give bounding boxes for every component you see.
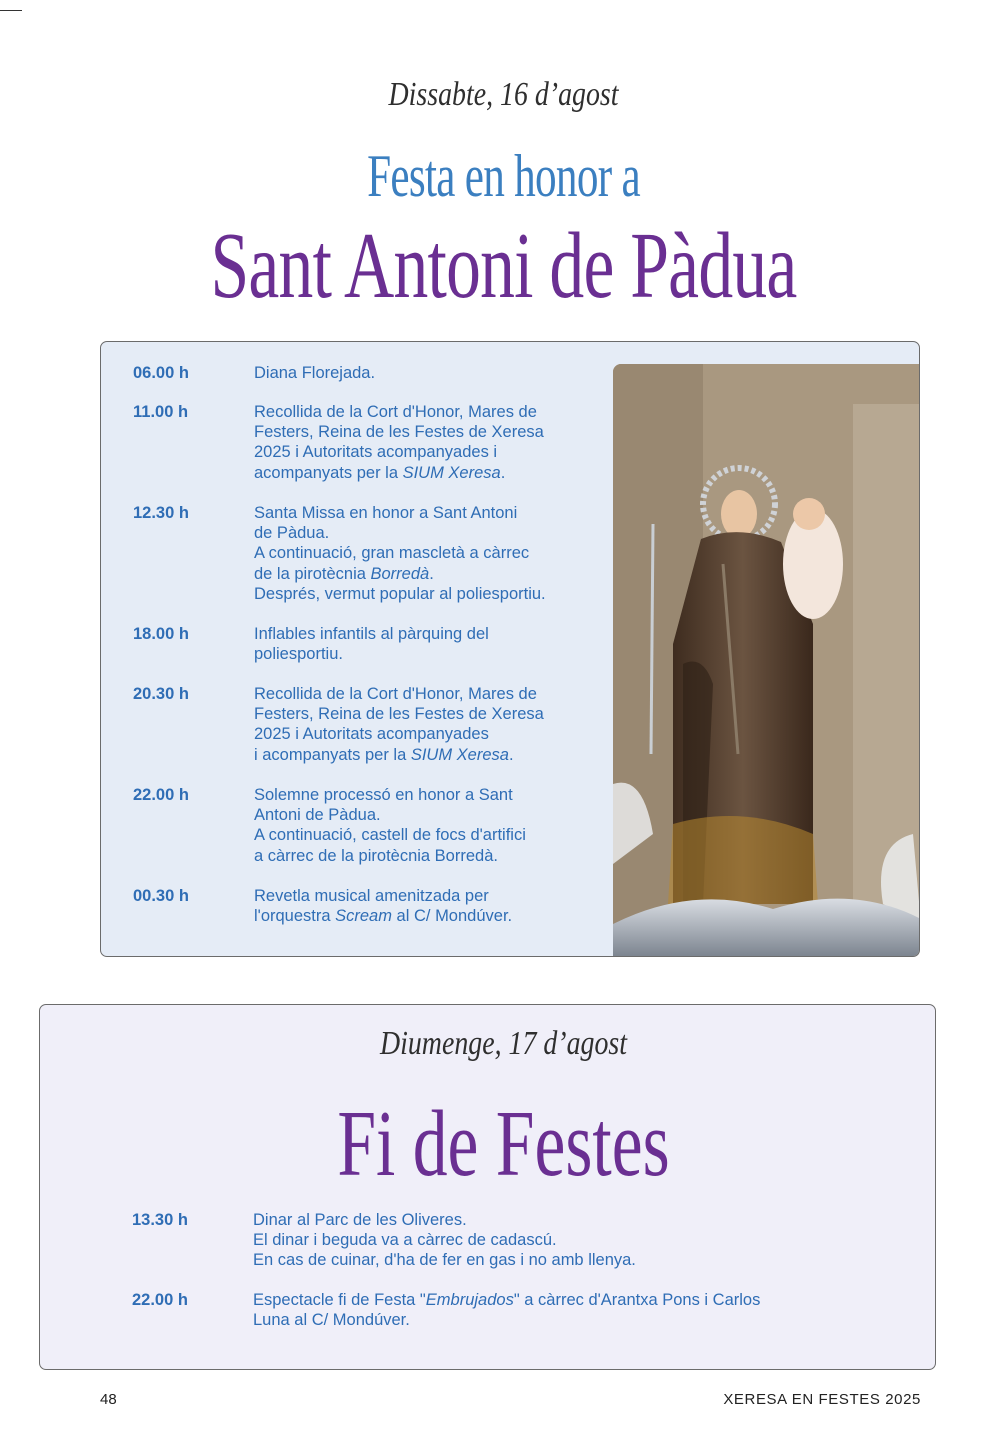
saint-statue-photo — [613, 364, 920, 956]
event-description: Espectacle fi de Festa "Embrujados" a càrrec d'Arantxa Pons i Carlos Luna al C/ Mondúver. — [253, 1291, 761, 1330]
crop-mark — [0, 10, 22, 11]
day1-subtitle: Festa en honor a — [367, 143, 640, 209]
event-time: 12.30 h — [133, 504, 189, 522]
event-description: Santa Missa en honor a Sant Antoni de Pàdua. A continuació, gran mascletà a càrrec de la pirotècnia Borredà. Després, vermut popular al poliesportiu. — [254, 504, 546, 603]
saint-statue-icon — [613, 364, 920, 956]
publication-title: XERESA EN FESTES 2025 — [723, 1391, 921, 1408]
event-description: Revetla musical amenitzada per l'orquestra Scream al C/ Mondúver. — [254, 887, 513, 926]
event-description: Dinar al Parc de les Oliveres. El dinar i beguda va a càrrec de cadascú. En cas de cuinar, d'ha de fer en gas i no amb llenya. — [253, 1211, 636, 1270]
event-time: 11.00 h — [133, 403, 189, 421]
event-time: 13.30 h — [132, 1211, 188, 1229]
event-time: 06.00 h — [133, 364, 189, 382]
day1-schedule-box — [100, 341, 920, 957]
event-time: 22.00 h — [132, 1291, 188, 1309]
event-description: Diana Florejada. — [254, 364, 376, 382]
event-time: 00.30 h — [133, 887, 189, 905]
event-time: 22.00 h — [133, 786, 189, 804]
event-time: 18.00 h — [133, 625, 189, 643]
event-description: Recollida de la Cort d'Honor, Mares de Festers, Reina de les Festes de Xeresa 2025 i Autoritats acompanyades i acompanyats per la SIUM Xeresa. — [254, 403, 544, 482]
event-time: 20.30 h — [133, 685, 189, 703]
day2-title: Fi de Festes — [337, 1092, 670, 1196]
event-description: Solemne processó en honor a Sant Antoni de Pàdua. A continuació, castell de focs d'artifici a càrrec de la pirotècnia Borredà. — [254, 786, 526, 865]
day2-date: Diumenge, 17 d’agost — [379, 1025, 628, 1062]
event-description: Recollida de la Cort d'Honor, Mares de Festers, Reina de les Festes de Xeresa 2025 i Autoritats acompanyades i acompanyats per la SIUM Xeresa. — [254, 685, 544, 764]
page-number: 48 — [100, 1391, 117, 1408]
day1-title: Sant Antoni de Pàdua — [210, 214, 797, 318]
event-description: Inflables infantils al pàrquing del poliesportiu. — [254, 625, 489, 664]
day1-date: Dissabte, 16 d’agost — [388, 76, 619, 113]
